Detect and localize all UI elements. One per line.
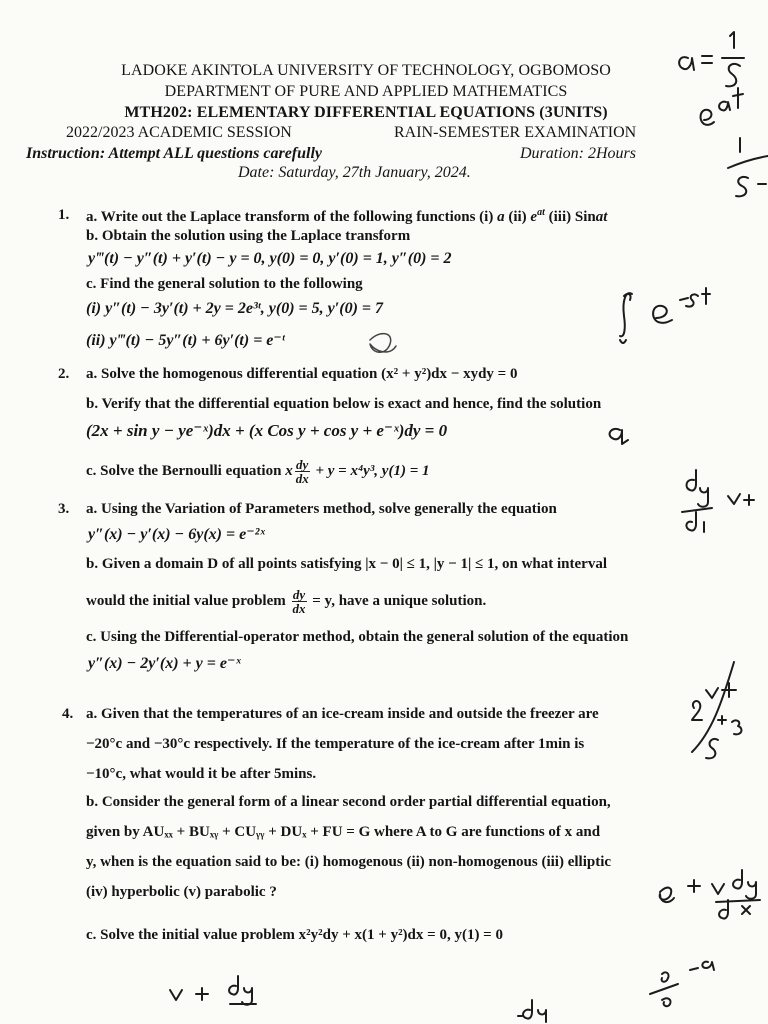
university-name: LADOKE AKINTOLA UNIVERSITY OF TECHNOLOGY, OGBOMOSO xyxy=(121,62,611,79)
q2-number: 2. xyxy=(58,366,70,382)
q4b-line-4: (iv) hyperbolic (v) parabolic ? xyxy=(86,884,277,900)
session: 2022/2023 ACADEMIC SESSION xyxy=(66,124,292,141)
q1a-prefix: a. Write out the Laplace transform of the following functions (i) xyxy=(86,209,494,225)
q3a-equation: y″(x) − y′(x) − 6y(x) = e⁻²ˣ xyxy=(88,526,265,543)
q4b-line-3: y, when is the equation said to be: (i) homogenous (ii) non-homogenous (iii) elliptic xyxy=(86,854,612,870)
q4b-line-1: b. Consider the general form of a linear second order partial differential equation, xyxy=(86,794,611,810)
q4b-line-2: given by AUₓₓ + BUₓᵧ + CUᵧᵧ + DUₓ + FU = G where A to G are functions of x and xyxy=(86,824,601,840)
department-name: DEPARTMENT OF PURE AND APPLIED MATHEMATICS xyxy=(164,83,568,100)
q1b-text: b. Obtain the solution using the Laplace transform xyxy=(86,228,411,244)
course-title: MTH202: ELEMENTARY DIFFERENTIAL EQUATIONS (3UNITS) xyxy=(124,104,608,121)
q4a-line-3: −10°c, what would it be after 5mins. xyxy=(86,766,317,782)
q4c-text: c. Solve the initial value problem x²y²dy + x(1 + y²)dx = 0, y(1) = 0 xyxy=(86,927,503,943)
q1c-i-equation: (i) y″(t) − 3y′(t) + 2y = 2e³ᵗ, y(0) = 5, y′(0) = 7 xyxy=(86,300,384,317)
q3b-derivative: $\frac{dy}{dx}$ xyxy=(292,587,306,616)
q1c-text: c. Find the general solution to the following xyxy=(86,276,363,292)
note-a xyxy=(679,57,694,70)
q2c-text: c. Solve the Bernoulli equation x $\frac{dy}{dx}$ + y = x⁴y³, y(1) = 1 xyxy=(86,457,430,486)
q4a-line-2: −20°c and −30°c respectively. If the temperature of the ice-cream after 1min is xyxy=(86,736,585,752)
q3b-text: b. Given a domain D of all points satisfying |x − 0| ≤ 1, |y − 1| ≤ 1, on what interval xyxy=(86,556,607,572)
exam-date: Date: Saturday, 27th January, 2024. xyxy=(238,164,471,181)
q2b-equation: (2x + sin y − ye⁻ˣ)dx + (x Cos y + cos y + e⁻ˣ)dy = 0 xyxy=(86,421,448,440)
q3c-text: c. Using the Differential-operator method, obtain the general solution of the equation xyxy=(86,629,629,645)
q3c-equation: y″(x) − 2y′(x) + y = e⁻ˣ xyxy=(88,655,241,672)
q2c-prefix: c. Solve the Bernoulli equation xyxy=(86,462,282,479)
q1a-text: a. Write out the Laplace transform of the following functions (i) a (ii) $e^{at}$ (iii) Sinat xyxy=(86,207,608,225)
q2c-suffix: + y = x⁴y³, y(1) = 1 xyxy=(315,462,430,479)
q1c-ii-equation: (ii) y‴(t) − 5y″(t) + 6y′(t) = e⁻ᵗ xyxy=(86,332,285,349)
q3b-suffix: = y, have a unique solution. xyxy=(312,592,487,609)
q1-number: 1. xyxy=(58,207,70,223)
q1a-iii-label: (iii) Sin xyxy=(548,209,596,225)
q3a-text: a. Using the Variation of Parameters method, solve generally the equation xyxy=(86,501,557,517)
q4-number: 4. xyxy=(62,706,74,722)
q3b-prefix: would the initial value problem xyxy=(86,592,286,609)
duration: Duration: 2Hours xyxy=(520,145,637,162)
q2a-text: a. Solve the homogenous differential equation (x² + y²)dx − xydy = 0 xyxy=(86,366,518,382)
instruction: Instruction: Attempt ALL questions carefully xyxy=(26,145,323,162)
exam-type: RAIN-SEMESTER EXAMINATION xyxy=(394,124,637,141)
q3-number: 3. xyxy=(58,501,70,517)
q1b-equation: y‴(t) − y″(t) + y′(t) − y = 0, y(0) = 0, y′(0) = 1, y″(0) = 2 xyxy=(88,250,452,267)
q2c-derivative: $\frac{dy}{dx}$ xyxy=(295,457,309,486)
q4a-line-1: a. Given that the temperatures of an ice-cream inside and outside the freezer are xyxy=(86,706,599,722)
q1a-i-value: a xyxy=(497,209,505,225)
q2b-text: b. Verify that the differential equation below is exact and hence, find the solution xyxy=(86,396,602,412)
q1a-ii-label: (ii) xyxy=(508,209,527,225)
